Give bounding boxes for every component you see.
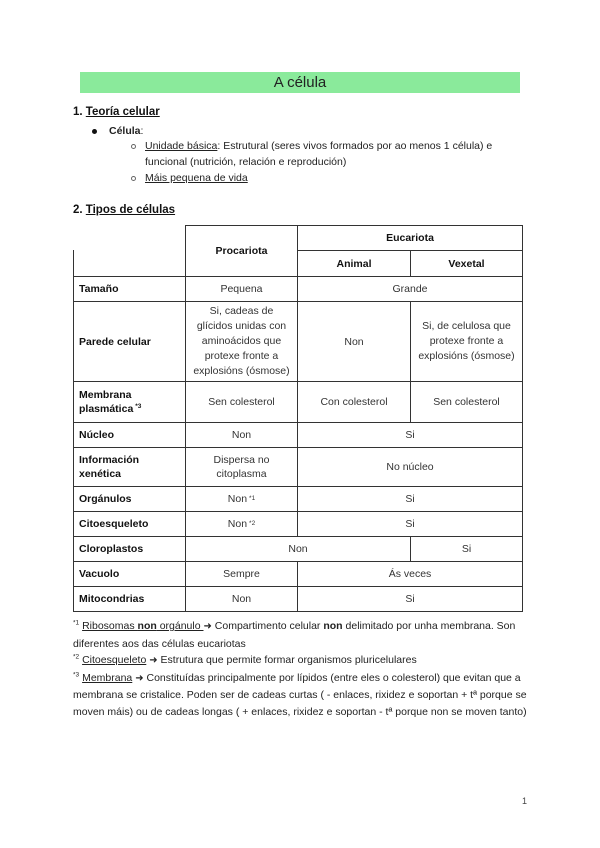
cell-membrana-animal: Con colesterol bbox=[320, 396, 388, 408]
section-1-number: 1. bbox=[73, 106, 83, 118]
footnote-1-marker: *1 bbox=[73, 619, 80, 627]
footnote-3-marker: *3 bbox=[73, 671, 80, 678]
section-1-title: Teoría celular bbox=[85, 106, 160, 118]
row-label-vacuolo: Vacuolo bbox=[79, 568, 120, 580]
membrana-label-1: Membrana bbox=[79, 389, 132, 401]
info-label-2: xenética bbox=[79, 468, 122, 480]
bullet-celula bbox=[109, 123, 143, 139]
cell-organulos-procariota: Non *1 bbox=[227, 493, 256, 505]
fn1-term-b: non bbox=[137, 620, 157, 632]
row-label-cloroplastos: Cloroplastos bbox=[79, 543, 144, 555]
row-label-nucleo: Núcleo bbox=[79, 429, 115, 441]
bullet-dot-icon bbox=[92, 129, 97, 134]
cell-tamano-eucariota: Grande bbox=[392, 283, 428, 295]
arrow-right-icon: ➜ bbox=[135, 672, 144, 684]
cell-membrana-procariota: Sen colesterol bbox=[208, 396, 275, 408]
citoesqueleto-procariota-text: Non bbox=[227, 518, 248, 530]
bullet-circle-icon bbox=[131, 144, 136, 149]
page-number: 1 bbox=[522, 796, 528, 806]
fn1-term-c: orgánulo bbox=[156, 620, 204, 632]
cell-info-eucariota: No núcleo bbox=[386, 461, 434, 473]
footnote-1-term bbox=[82, 620, 203, 632]
membrana-label-2 bbox=[79, 402, 141, 416]
table-border bbox=[73, 611, 523, 612]
fn1-text-c: delimitado por unha membrana. Son diferentes aos das células eucariotas bbox=[73, 620, 516, 650]
row-label-parede-celular: Parede celular bbox=[79, 335, 151, 348]
row-label-membrana bbox=[74, 382, 185, 422]
unidade-basica-term: Unidade básica bbox=[145, 140, 218, 152]
footnote-2-marker: *2 bbox=[73, 653, 80, 661]
cell-mitocondrias-procariota: Non bbox=[231, 593, 252, 605]
page-title: A célula bbox=[80, 72, 520, 93]
row-label-informacion-xenetica bbox=[74, 448, 185, 486]
row-label-tamano: Tamaño bbox=[79, 283, 119, 295]
header-vexetal: Vexetal bbox=[448, 257, 485, 270]
header-animal: Animal bbox=[336, 257, 372, 270]
section-2-number: 2. bbox=[73, 204, 83, 216]
subitem-unidade-basica bbox=[145, 138, 525, 170]
footnote-3 bbox=[73, 670, 528, 721]
cell-cloroplastos-procariota-animal: Non bbox=[288, 543, 308, 555]
header-eucariota: Eucariota bbox=[386, 232, 434, 244]
unidade-basica-text-1: : Estrutural (seres vivos formados por ao menos 1 célula) e bbox=[217, 140, 493, 152]
section-1-heading bbox=[73, 106, 160, 118]
header-procariota: Procariota bbox=[215, 245, 268, 257]
cell-mitocondrias-eucariota: Si bbox=[405, 593, 415, 605]
row-label-organulos: Orgánulos bbox=[79, 493, 132, 505]
cell-tamano-procariota: Pequena bbox=[220, 283, 263, 295]
cell-parede-vexetal: Si, de celulosa que protexe fronte a explosións (ósmose) bbox=[418, 320, 515, 362]
info-procariota-2: citoplasma bbox=[216, 468, 267, 480]
footnotes bbox=[73, 618, 528, 720]
row-label-mitocondrias: Mitocondrias bbox=[79, 593, 145, 605]
arrow-right-icon: ➜ bbox=[203, 621, 212, 632]
celula-colon: : bbox=[140, 125, 144, 137]
footnote-3-text: Constituídas principalmente por lípidos (entre eles o colesterol) que evitan que a membrana se cristalice. Poden ser de cadeas curtas ( - enlaces, rixidez e soportan + tª porque se moven máis) ou de cadeas longas ( + enlaces, rixidez e soportan - tª porque non se moven tanto) bbox=[73, 671, 527, 718]
celula-term: Célula bbox=[109, 125, 141, 137]
table-border bbox=[522, 225, 523, 612]
footnote-ref-3: *3 bbox=[135, 402, 142, 410]
mais-pequena-term: Máis pequena de vida bbox=[145, 172, 248, 184]
cell-citoesqueleto-eucariota: Si bbox=[405, 518, 415, 530]
cell-organulos-eucariota: Si bbox=[405, 493, 415, 505]
fn1-text-b: non bbox=[323, 620, 343, 632]
row-label-citoesqueleto: Citoesqueleto bbox=[79, 518, 149, 530]
arrow-right-icon: ➜ bbox=[149, 655, 158, 666]
info-procariota-1: Dispersa no bbox=[213, 454, 270, 466]
fn1-term-a: Ribosomas bbox=[82, 620, 138, 632]
footnote-2-term: Citoesqueleto bbox=[82, 654, 147, 666]
cell-nucleo-eucariota: Si bbox=[405, 429, 415, 441]
unidade-basica-text-2: funcional (nutrición, relación e reprodución) bbox=[145, 156, 347, 168]
cell-citoesqueleto-procariota: Non *2 bbox=[227, 518, 256, 530]
section-2-heading bbox=[73, 204, 175, 216]
cell-parede-animal: Non bbox=[344, 335, 364, 348]
cell-vacuolo-eucariota: Ás veces bbox=[388, 568, 432, 580]
cell-membrana-vexetal: Sen colesterol bbox=[433, 396, 500, 408]
section-2-title: Tipos de células bbox=[85, 204, 176, 216]
organulos-procariota-text: Non bbox=[227, 493, 248, 505]
footnote-2 bbox=[73, 652, 528, 670]
cell-nucleo-procariota: Non bbox=[231, 429, 252, 441]
cell-parede-procariota: Si, cadeas de glícidos unidas con aminoácidos que protexe fronte a explosións (ósmose) bbox=[193, 305, 290, 377]
footnote-1 bbox=[73, 618, 528, 652]
info-label-1: Información bbox=[79, 454, 140, 466]
footnote-3-term: Membrana bbox=[82, 671, 133, 684]
footnote-2-text: Estrutura que permite formar organismos pluricelulares bbox=[157, 654, 417, 666]
membrana-label-2-text: plasmática bbox=[79, 403, 134, 415]
cell-info-procariota bbox=[186, 448, 297, 486]
subitem-mais-pequena bbox=[145, 170, 248, 186]
fn1-text-a: Compartimento celular bbox=[211, 620, 324, 632]
bullet-circle-icon bbox=[131, 176, 136, 181]
cell-cloroplastos-vexetal: Si bbox=[461, 543, 472, 555]
cell-vacuolo-procariota: Sempre bbox=[223, 568, 260, 580]
